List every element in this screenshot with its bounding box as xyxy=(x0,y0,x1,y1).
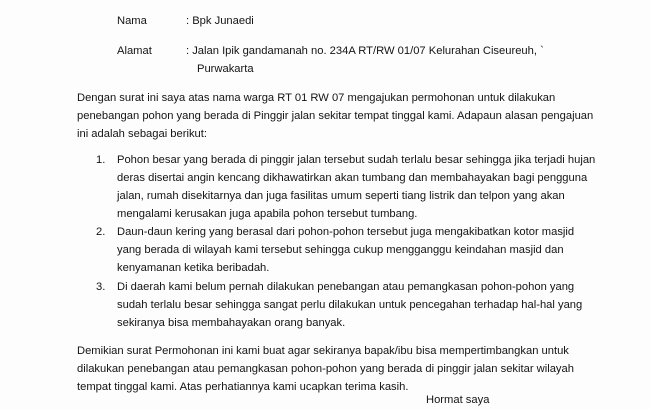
alamat-value-line2: Purwakarta xyxy=(197,63,254,75)
reason-2-line-2: yang berada di wilayah kami tersebut sehingga cukup mengganggu keindahan masjid dan xyxy=(117,244,564,256)
reason-number: 3. xyxy=(96,281,106,293)
reason-1-line-3: jalan, rumah disekitarnya dan juga fasilitas umum seperti tiang listrik dan telpon yang akan xyxy=(117,190,565,202)
intro-line-2: penebangan pohon yang berada di Pinggir jalan sekitar tempat tinggal kami. Adapaun alasan pengajuan xyxy=(77,110,594,122)
closing-line-2: dilakukan penebangan atau pemangkasan pohon-pohon yang berada di pinggir jalan sekitar wilayah xyxy=(77,363,574,375)
reason-number: 1. xyxy=(96,154,106,166)
closing-line-3: tempat tinggal kami. Atas perhatiannya kami ucapkan terima kasih. xyxy=(77,381,409,393)
reason-3-line-3: sekiranya bisa membahayakan orang banyak. xyxy=(117,317,346,329)
signature-label: Hormat saya xyxy=(426,394,490,406)
nama-label: Nama xyxy=(117,15,147,27)
alamat-label: Alamat xyxy=(117,45,152,57)
intro-line-1: Dengan surat ini saya atas nama warga RT 01 RW 07 mengajukan permohonan untuk dilakukan xyxy=(77,92,556,104)
closing-line-1: Demikian surat Permohonan ini kami buat agar sekiranya bapak/ibu bisa mempertimbangkan untuk xyxy=(77,345,569,357)
alamat-value-line1: : Jalan Ipik gandamanah no. 234A RT/RW 01/07 Kelurahan Ciseureuh, ` xyxy=(186,45,544,57)
reason-1-line-2: deras disertai angin kencang dikhawatirkan akan tumbang dan membahayakan bagi pengguna xyxy=(117,172,588,184)
reason-2-line-1: Daun-daun kering yang berasal dari pohon-pohon tersebut juga mengakibatkan kotor masjid xyxy=(117,226,575,238)
reason-2-line-3: kenyamanan ketika beribadah. xyxy=(117,262,270,274)
nama-value: : Bpk Junaedi xyxy=(186,15,254,27)
reason-3-line-2: sudah terlalu besar sehingga sangat perlu dilakukan untuk pencegahan terhadap hal-hal yang xyxy=(117,299,583,311)
reason-1-line-1: Pohon besar yang berada di pinggir jalan tersebut sudah terlalu besar sehingga jika terjadi hujan xyxy=(117,154,596,166)
reason-3-line-1: Di daerah kami belum pernah dilakukan penebangan atau pemangkasan pohon-pohon yang xyxy=(117,281,575,293)
reason-number: 2. xyxy=(96,226,106,238)
reason-1-line-4: mengalami kerusakan juga apabila pohon tersebut tumbang. xyxy=(117,208,418,220)
intro-line-3: ini adalah sebagai berikut: xyxy=(77,128,207,140)
